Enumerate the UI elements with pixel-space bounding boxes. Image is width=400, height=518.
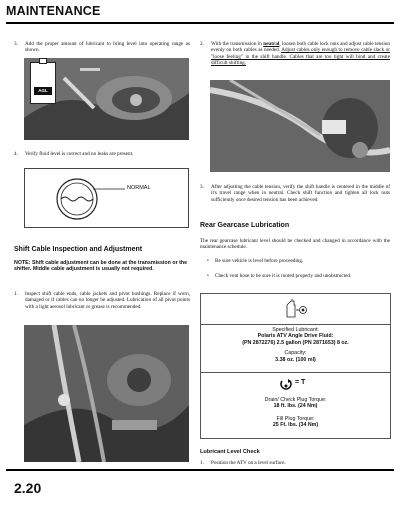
photo-cable-lock-nuts: [210, 80, 390, 172]
drain-plug-label: Drain/ Check Plug Torque:: [264, 397, 327, 403]
drain-plug-value: 18 ft. lbs. (24 Nm): [273, 403, 318, 410]
step-number: 1.: [200, 460, 204, 466]
right-step-2: [200, 41, 390, 67]
bottle-icon: [30, 62, 56, 104]
step-number: 2.: [200, 41, 204, 47]
step-text-mid: , loosen both cable lock nuts and adjust cable tension evenly on both cables as needed.: [211, 41, 390, 54]
left-step-4: [14, 151, 190, 157]
bullet-dot: •: [207, 258, 209, 264]
fill-plug-label: Fill Plug Torque:: [276, 415, 315, 422]
right-step-3: [200, 184, 390, 203]
bullet-text: Check vent hose to be sure it is routed properly and unobstructed.: [215, 273, 352, 279]
step-number: 4.: [14, 151, 18, 157]
shift-cable-note: NOTE: Shift cable adjustment can be done at the transmission or the shifter. Middle cable adjustment is usually not required.: [14, 260, 188, 273]
footer-rule: [6, 469, 394, 471]
svg-text:=: =: [296, 308, 299, 314]
left-step-3: [14, 41, 190, 54]
torque-icon: [279, 378, 319, 392]
step-text-underlined: Adjust cables only enough to remove cable slack or "loose feeling" in the shift handle. Cables that are too tight will bind and create difficult shifting.: [211, 47, 391, 67]
spec-divider: [201, 324, 390, 325]
step-text: Position the ATV on a level surface.: [211, 460, 286, 466]
lubricant-part-numbers: (PN 2872276) 2.5 gallon (PN 2871653) 8 oz.: [242, 339, 349, 346]
bullet-item: [207, 273, 390, 279]
step-text: Add the proper amount of lubricant to bring level into operating range as shown.: [25, 41, 190, 54]
step-text: Verify fluid level is correct and no leaks are present.: [25, 151, 134, 157]
level-check-step-1: [200, 460, 390, 466]
bullet-item: [207, 258, 390, 264]
section-title-shift-cable: Shift Cable Inspection and Adjustment: [14, 246, 143, 253]
step-number: 3.: [14, 41, 18, 47]
step-text: Inspect shift cable ends, cable jackets and pivot bushings. Replace if worn, damaged or if cables can no longer be adjusted. Lubrication of all pivot points with a light aerosol lubricant or grease is recommended.: [25, 291, 190, 310]
agl-label: AGL: [34, 87, 52, 95]
photo-shift-cables: [24, 325, 189, 462]
step-number: 1.: [14, 291, 18, 297]
spec-divider: [201, 372, 390, 373]
rear-gearcase-intro: The rear gearcase lubricant level should be checked and changed in accordance with the maintenance schedule.: [200, 238, 390, 251]
fill-plug-value: 25 Ft. lbs. (34 Nm): [272, 422, 319, 429]
gauge-normal-label: NORMAL: [127, 185, 151, 191]
lubricant-spec: [201, 327, 390, 363]
step-text-neutral: neutral: [263, 41, 280, 47]
left-step-1: [14, 291, 190, 310]
page-header: MAINTENANCE: [6, 4, 101, 18]
capacity-value: 3.38 oz. (100 ml): [275, 356, 316, 363]
step-number: 3.: [200, 184, 204, 190]
lubricant-icon: [285, 299, 307, 319]
section-title-level-check: Lubricant Level Check: [200, 449, 260, 455]
photo-add-lubricant: [24, 58, 189, 140]
spec-box: [200, 293, 391, 439]
lubricant-label: Specified Lubricant:: [272, 327, 319, 333]
section-title-rear-gearcase: Rear Gearcase Lubrication: [200, 222, 290, 229]
page-number: 2.20: [14, 480, 42, 496]
lubricant-name: Polaris ATV Angle Drive Fluid:: [257, 333, 334, 340]
torque-symbol: = T: [295, 379, 306, 386]
bullet-text: Be sure vehicle is level before proceeding.: [215, 258, 304, 264]
header-rule: [6, 22, 394, 24]
fluid-level-diagram: [24, 168, 189, 228]
torque-spec: [201, 397, 390, 429]
capacity-label: Capacity:: [284, 350, 307, 357]
step-text: After adjusting the cable tension, verify the shift handle is centered in the middle of it's travel range when in neutral. Check shift function and tighten all lock nuts sufficiently once desired tension has been achieved.: [211, 184, 390, 203]
bullet-dot: •: [207, 273, 209, 279]
step-text-pre: With the transmission in: [211, 41, 264, 47]
step-text: [200, 41, 390, 67]
